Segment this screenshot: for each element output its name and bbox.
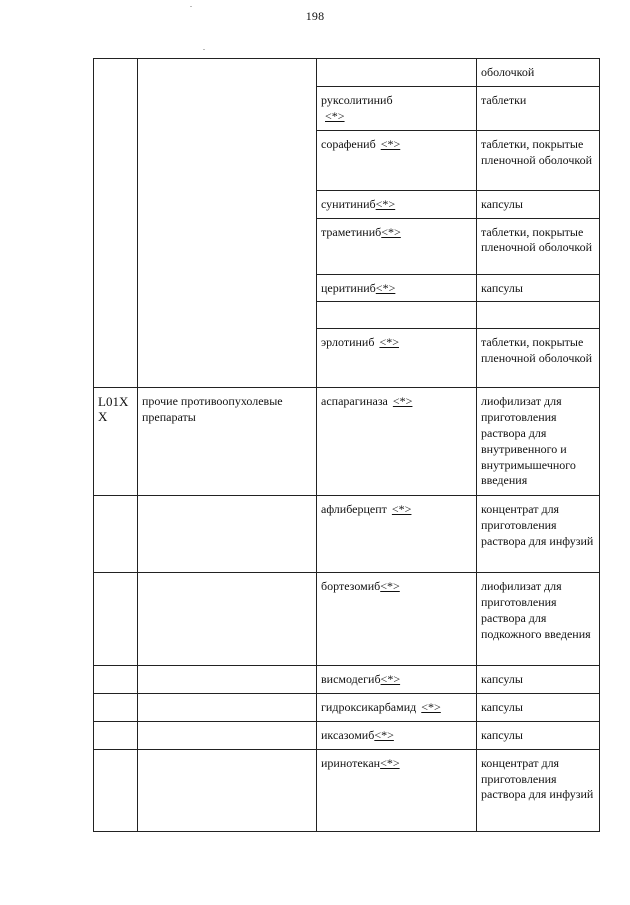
drug-name: бортезомиб xyxy=(321,579,381,594)
group-cell xyxy=(138,721,317,749)
footnote-mark: <*> xyxy=(379,335,399,350)
drug-cell xyxy=(317,749,477,831)
form-cell xyxy=(477,302,600,329)
drug-name: висмодегиб xyxy=(321,672,381,687)
footnote-mark: <*> xyxy=(374,727,394,742)
table-row xyxy=(94,388,600,496)
form-cell: капсулы xyxy=(477,721,600,749)
footnote-mark: <*> xyxy=(380,136,401,151)
drug-name: аспарагиназа xyxy=(321,394,388,409)
form-cell: капсулы xyxy=(477,694,600,722)
drug-name: гидроксикарбамид xyxy=(321,700,417,715)
form-cell: капсулы xyxy=(477,274,600,302)
footnote-mark: <*> xyxy=(380,755,400,770)
drug-cell xyxy=(317,666,477,694)
form-cell: концентрат для приготовления раствора для инфузий xyxy=(477,749,600,831)
atc-code: L01X X xyxy=(94,388,138,496)
scan-speck xyxy=(203,49,205,50)
drug-name: церитиниб xyxy=(321,280,376,295)
group-cell xyxy=(138,666,317,694)
drug-cell xyxy=(317,388,477,496)
form-cell: капсулы xyxy=(477,666,600,694)
table-row xyxy=(94,666,600,694)
drug-name: иксазомиб xyxy=(321,727,375,742)
code-cell xyxy=(94,573,138,666)
drug-table xyxy=(93,58,600,832)
code-cell xyxy=(94,496,138,573)
drug-cell xyxy=(317,496,477,573)
drug-name: сорафениб xyxy=(321,136,376,151)
footnote-mark: <*> xyxy=(391,502,412,517)
group-cell xyxy=(138,694,317,722)
drug-cell xyxy=(317,218,477,274)
form-cell: таблетки, покрытые пленочной оболочкой xyxy=(477,130,600,190)
footnote-mark: <*> xyxy=(421,700,441,715)
footnote-mark: <*> xyxy=(325,108,345,123)
code-cell xyxy=(94,694,138,722)
table-row xyxy=(94,496,600,573)
form-cell: капсулы xyxy=(477,190,600,218)
form-cell: лиофилизат для приготовления раствора для подкожного введения xyxy=(477,573,600,666)
scan-speck xyxy=(190,6,192,7)
form-cell: концентрат для приготовления раствора для инфузий xyxy=(477,496,600,573)
drug-name: сунитиниб xyxy=(321,196,376,211)
footnote-mark: <*> xyxy=(380,672,401,687)
drug-cell xyxy=(317,302,477,329)
table-row xyxy=(94,749,600,831)
group-cell xyxy=(138,496,317,573)
table-row xyxy=(94,573,600,666)
table-row xyxy=(94,59,600,87)
drug-cell xyxy=(317,130,477,190)
drug-cell xyxy=(317,274,477,302)
code-cell xyxy=(94,721,138,749)
footnote-mark: <*> xyxy=(392,394,413,409)
table-row xyxy=(94,721,600,749)
group-cell xyxy=(138,59,317,388)
form-cell: лиофилизат для приготовления раствора для внутривенного и внутримышечного введения xyxy=(477,388,600,496)
code-cell xyxy=(94,749,138,831)
drug-name: руксолитиниб xyxy=(321,92,393,107)
footnote-mark: <*> xyxy=(375,280,396,295)
drug-cell xyxy=(317,190,477,218)
form-cell: таблетки, покрытые пленочной оболочкой xyxy=(477,218,600,274)
drug-name: иринотекан xyxy=(321,755,381,770)
drug-cell xyxy=(317,329,477,388)
form-cell: таблетки xyxy=(477,86,600,130)
code-cell xyxy=(94,666,138,694)
table-row xyxy=(94,694,600,722)
drug-name: афлиберцепт xyxy=(321,502,387,517)
group-name: прочие противоопухолевые препараты xyxy=(138,388,317,496)
code-cell xyxy=(94,59,138,388)
drug-cell xyxy=(317,694,477,722)
footnote-mark: <*> xyxy=(381,224,401,239)
drug-cell xyxy=(317,573,477,666)
drug-name: эрлотиниб xyxy=(321,335,375,350)
form-cell: оболочкой xyxy=(477,59,600,87)
group-cell xyxy=(138,749,317,831)
form-cell: таблетки, покрытые пленочной оболочкой xyxy=(477,329,600,388)
drug-cell xyxy=(317,86,477,130)
footnote-mark: <*> xyxy=(375,196,396,211)
footnote-mark: <*> xyxy=(380,579,400,594)
drug-cell xyxy=(317,721,477,749)
group-cell xyxy=(138,573,317,666)
page-number: 198 xyxy=(305,9,325,23)
drug-cell xyxy=(317,59,477,87)
drug-name: траметиниб xyxy=(321,224,382,239)
